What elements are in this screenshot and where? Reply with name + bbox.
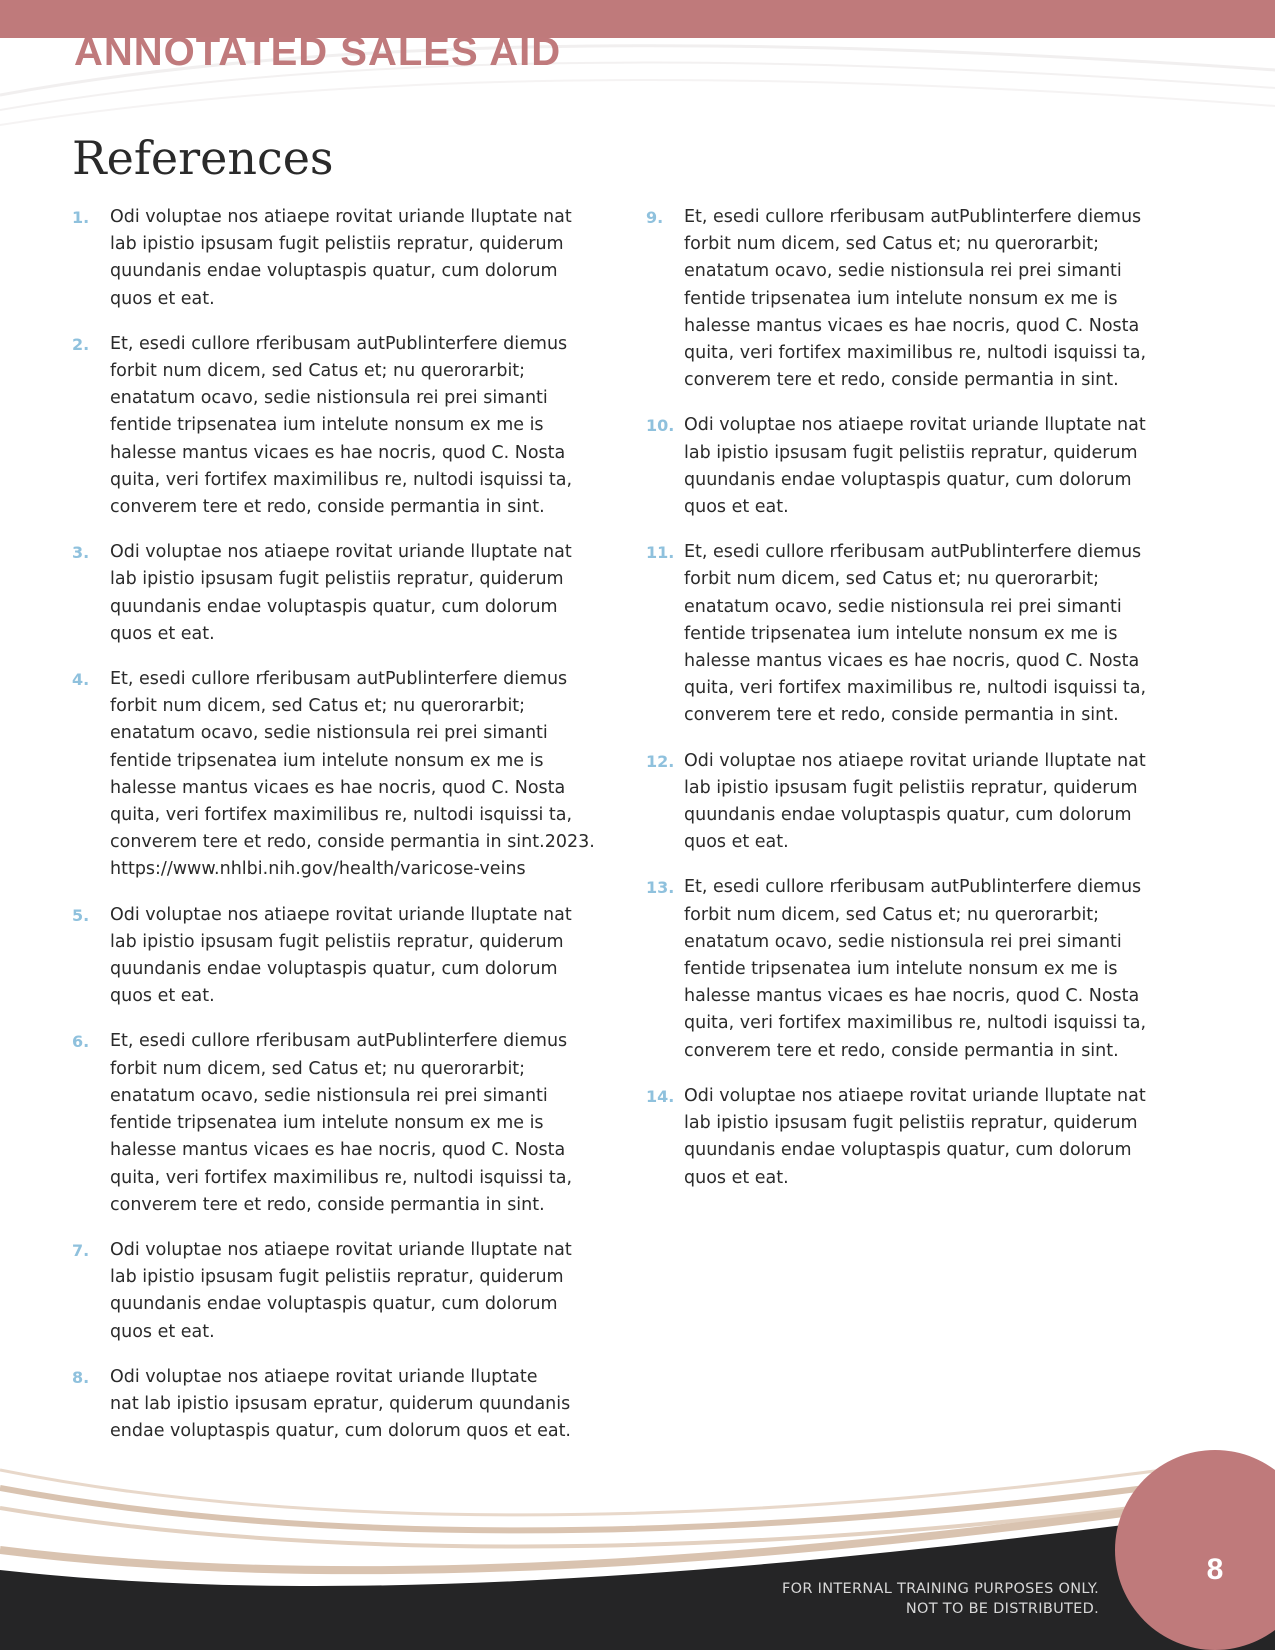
reference-item <box>72 204 632 313</box>
reference-number: 7. <box>72 1240 90 1260</box>
footer-disclaimer <box>782 1579 1099 1619</box>
reference-number: 4. <box>72 670 90 690</box>
references-right-column <box>646 204 1206 1210</box>
reference-item <box>72 1364 632 1446</box>
reference-text: Et, esedi cullore rferibusam autPublinterfere diemus forbit num dicem, sed Catus et; nu querorarbit; enatatum ocavo, sedie nistionsula rei prei simanti fentide tripsenatea ium intelute nonsum ex me is halesse mantus vicaes es hae nocris, quod C. Nosta quita, veri fortifex maximilibus re, nultodi isquissi ta, converem tere et redo, conside permantia in sint. <box>684 207 1147 391</box>
footer-line-2: NOT TO BE DISTRIBUTED. <box>905 1601 1099 1617</box>
reference-item <box>72 1028 632 1218</box>
reference-item <box>646 412 1206 521</box>
reference-number: 9. <box>646 208 664 227</box>
reference-number: 12. <box>646 751 675 771</box>
reference-text: Odi voluptae nos atiaepe rovitat uriande lluptate nat lab ipistio ipsusam fugit pelistiis repratur, quiderum quundanis endae voluptaspis quatur, cum dolorum quos et eat. <box>110 542 572 644</box>
reference-text: Odi voluptae nos atiaepe rovitat uriande lluptate nat lab ipistio ipsusam fugit pelistiis repratur, quiderum quundanis endae voluptaspis quatur, cum dolorum quos et eat. <box>684 750 1146 853</box>
reference-text: Et, esedi cullore rferibusam autPublinterfere diemus forbit num dicem, sed Catus et; nu querorarbit; enatatum ocavo, sedie nistionsula rei prei simanti fentide tripsenatea ium intelute nonsum ex me is halesse mantus vicaes es hae nocris, quod C. Nosta quita, veri fortifex maximilibus re, nultodi isquissi ta, converem tere et redo, conside permantia in sint.2023. https://www.nhlbi.nih.gov/health/varicose-veins <box>110 669 595 880</box>
footer-line-1: FOR INTERNAL TRAINING PURPOSES ONLY. <box>782 1581 1099 1597</box>
footer-wave-art <box>0 1450 1275 1650</box>
reference-text: Odi voluptae nos atiaepe rovitat uriande lluptate nat lab ipistio ipsusam epratur, quiderum quundanis endae voluptaspis quatur, cum dolorum quos et eat. <box>110 1366 571 1442</box>
reference-item <box>646 1083 1206 1192</box>
reference-text: Et, esedi cullore rferibusam autPublinterfere diemus forbit num dicem, sed Catus et; nu querorarbit; enatatum ocavo, sedie nistionsula rei prei simanti fentide tripsenatea ium intelute nonsum ex me is halesse mantus vicaes es hae nocris, quod C. Nosta quita, veri fortifex maximilibus re, nultodi isquissi ta, converem tere et redo, conside permantia in sint. <box>684 542 1147 726</box>
reference-number: 5. <box>72 905 90 925</box>
reference-text: Odi voluptae nos atiaepe rovitat uriande lluptate nat lab ipistio ipsusam fugit pelistiis repratur, quiderum quundanis endae voluptaspis quatur, cum dolorum quos et eat. <box>110 207 572 309</box>
reference-item <box>646 204 1206 394</box>
reference-item <box>72 666 632 884</box>
reference-number: 1. <box>72 208 90 227</box>
reference-number: 11. <box>646 543 675 563</box>
reference-text: Et, esedi cullore rferibusam autPublinterfere diemus forbit num dicem, sed Catus et; nu querorarbit; enatatum ocavo, sedie nistionsula rei prei simanti fentide tripsenatea ium intelute nonsum ex me is halesse mantus vicaes es hae nocris, quod C. Nosta quita, veri fortifex maximilibus re, nultodi isquissi ta, converem tere et redo, conside permantia in sint. <box>110 1031 573 1215</box>
reference-text: Odi voluptae nos atiaepe rovitat uriande lluptate nat lab ipistio ipsusam fugit pelistiis repratur, quiderum quundanis endae voluptaspis quatur, cum dolorum quos et eat. <box>110 904 572 1007</box>
header-title: ANNOTATED SALES AID <box>74 30 562 74</box>
reference-number: 13. <box>646 878 675 898</box>
reference-item <box>72 331 632 521</box>
reference-text: Odi voluptae nos atiaepe rovitat uriande lluptate nat lab ipistio ipsusam fugit pelistiis repratur, quiderum quundanis endae voluptaspis quatur, cum dolorum quos et eat. <box>110 1239 572 1342</box>
reference-number: 6. <box>72 1032 90 1052</box>
reference-item <box>646 748 1206 857</box>
reference-text: Odi voluptae nos atiaepe rovitat uriande lluptate nat lab ipistio ipsusam fugit pelistiis repratur, quiderum quundanis endae voluptaspis quatur, cum dolorum quos et eat. <box>684 1085 1146 1188</box>
reference-text: Et, esedi cullore rferibusam autPublinterfere diemus forbit num dicem, sed Catus et; nu querorarbit; enatatum ocavo, sedie nistionsula rei prei simanti fentide tripsenatea ium intelute nonsum ex me is halesse mantus vicaes es hae nocris, quod C. Nosta quita, veri fortifex maximilibus re, nultodi isquissi ta, converem tere et redo, conside permantia in sint. <box>684 877 1147 1061</box>
reference-number: 2. <box>72 334 90 354</box>
reference-number: 3. <box>72 543 90 563</box>
reference-text: Et, esedi cullore rferibusam autPublinterfere diemus forbit num dicem, sed Catus et; nu querorarbit; enatatum ocavo, sedie nistionsula rei prei simanti fentide tripsenatea ium intelute nonsum ex me is halesse mantus vicaes es hae nocris, quod C. Nosta quita, veri fortifex maximilibus re, nultodi isquissi ta, converem tere et redo, conside permantia in sint. <box>110 333 573 518</box>
reference-item <box>72 539 632 648</box>
page-number: 8 <box>1206 1553 1224 1586</box>
reference-item <box>72 902 632 1011</box>
page-title: References <box>72 131 334 185</box>
reference-text: Odi voluptae nos atiaepe rovitat uriande lluptate nat lab ipistio ipsusam fugit pelistiis repratur, quiderum quundanis endae voluptaspis quatur, cum dolorum quos et eat. <box>684 415 1146 518</box>
reference-number: 14. <box>646 1086 675 1106</box>
reference-number: 10. <box>646 416 675 436</box>
references-left-column <box>72 204 632 1463</box>
reference-item <box>72 1237 632 1346</box>
reference-number: 8. <box>72 1367 90 1387</box>
reference-item <box>646 539 1206 729</box>
reference-item <box>646 874 1206 1064</box>
